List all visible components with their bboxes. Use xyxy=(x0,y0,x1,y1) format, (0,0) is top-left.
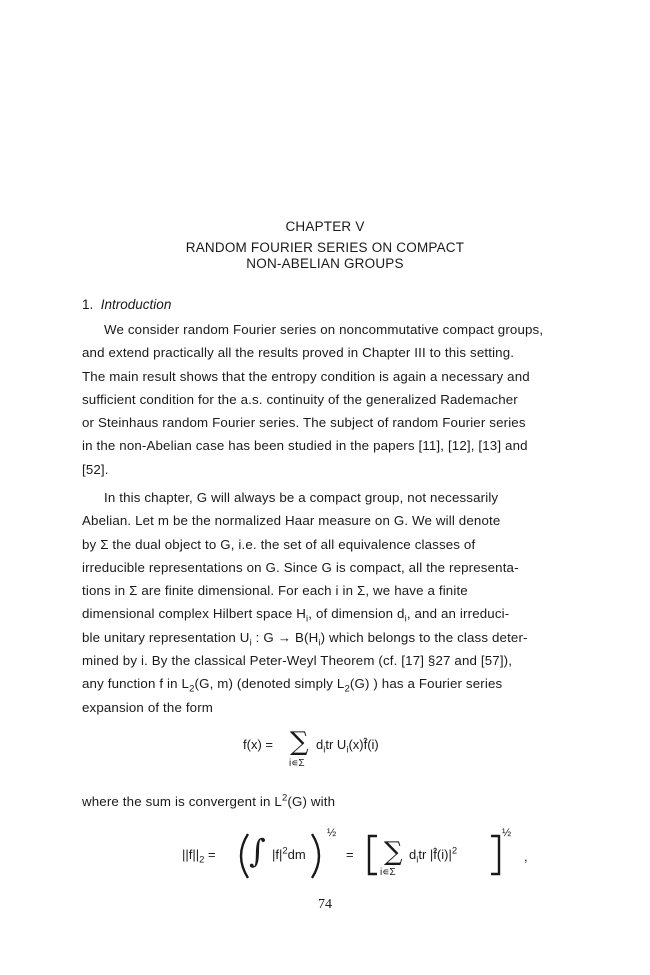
exponent-half: ½ xyxy=(327,827,337,839)
chapter-title xyxy=(0,240,650,272)
chapter-title-line-1: RANDOM FOURIER SERIES ON COMPACT xyxy=(185,240,465,255)
eq2-term: $d_itr$ $|f̂(i)|^2$ xyxy=(409,845,458,866)
paragraph-3 xyxy=(82,790,574,813)
page-number: 74 xyxy=(318,897,332,912)
eq2-integrand: $|f|^2dm$ xyxy=(272,845,306,862)
text-line: [52]. xyxy=(82,461,109,477)
text-line: Abelian. Let m be the normalized Haar measure on G. We will denote xyxy=(82,513,501,529)
chapter-title-line-2: NON-ABELIAN GROUPS xyxy=(246,256,404,271)
text-line: expansion of the form xyxy=(82,699,214,715)
section-number: 1. xyxy=(82,297,94,312)
text-line: by Σ the dual object to G, i.e. the set of all equivalence classes of xyxy=(82,536,476,552)
eq1-index: i∊Σ xyxy=(289,758,305,769)
section-heading xyxy=(82,297,171,312)
text-line: tions in Σ are finite dimensional. For each i in Σ, we have a finite xyxy=(82,583,468,599)
text-line: and extend practically all the results proved in Chapter III to this setting. xyxy=(82,345,515,361)
paragraph-1 xyxy=(82,318,574,481)
text-line: mined by i. By the classical Peter-Weyl Theorem (cf. [17] §27 and [57]), xyxy=(82,653,513,669)
text-line: dimensional complex Hilbert space $H_i$, of dimension $d_i$, and an irreduci- xyxy=(82,606,510,626)
eq1-lhs: f(x) = xyxy=(243,737,273,752)
eq2-equals: = xyxy=(346,847,354,862)
summation-symbol: ∑ xyxy=(290,727,309,757)
summation-symbol: ∑ xyxy=(384,837,403,867)
text-line: sufficient condition for the a.s. continuity of the generalized Rademacher xyxy=(82,391,518,407)
text-line: In this chapter, G will always be a compact group, not necessarily xyxy=(104,490,499,505)
eq2-comma: , xyxy=(524,849,528,864)
chapter-heading: CHAPTER V xyxy=(285,219,365,234)
exponent-half: ½ xyxy=(502,827,512,839)
section-title: Introduction xyxy=(100,297,172,312)
left-bracket xyxy=(366,834,380,876)
integral-symbol: ∫ xyxy=(249,832,266,870)
eq2-norm: $||f||_2$ = xyxy=(182,847,216,866)
right-bracket xyxy=(488,834,502,876)
text-line: irreducible representations on G. Since G is compact, all the representa- xyxy=(82,559,519,575)
eq1-term: $d_itr$ $U_i(x)f̂(i)$ xyxy=(316,737,379,756)
text-line: We consider random Fourier series on noncommutative compact groups, xyxy=(104,322,544,337)
eq2-index: i∊Σ xyxy=(380,867,396,878)
text-line: any function f in $L_2(G$, m) (denoted simply $L_2(G)$ ) has a Fourier series xyxy=(82,676,503,696)
text-line: where the sum is convergent in $L^2(G)$ with xyxy=(82,792,336,809)
text-line: or Steinhaus random Fourier series. The subject of random Fourier series xyxy=(82,415,526,431)
text-line: The main result shows that the entropy condition is again a necessary and xyxy=(82,368,530,384)
paragraph-2 xyxy=(82,486,574,719)
text-line: ble unitary representation $U_i$ : $G \to B(H_i)$ which belongs to the class deter- xyxy=(82,629,528,649)
text-line: in the non-Abelian case has been studied in the papers [11], [12], [13] and xyxy=(82,438,528,454)
